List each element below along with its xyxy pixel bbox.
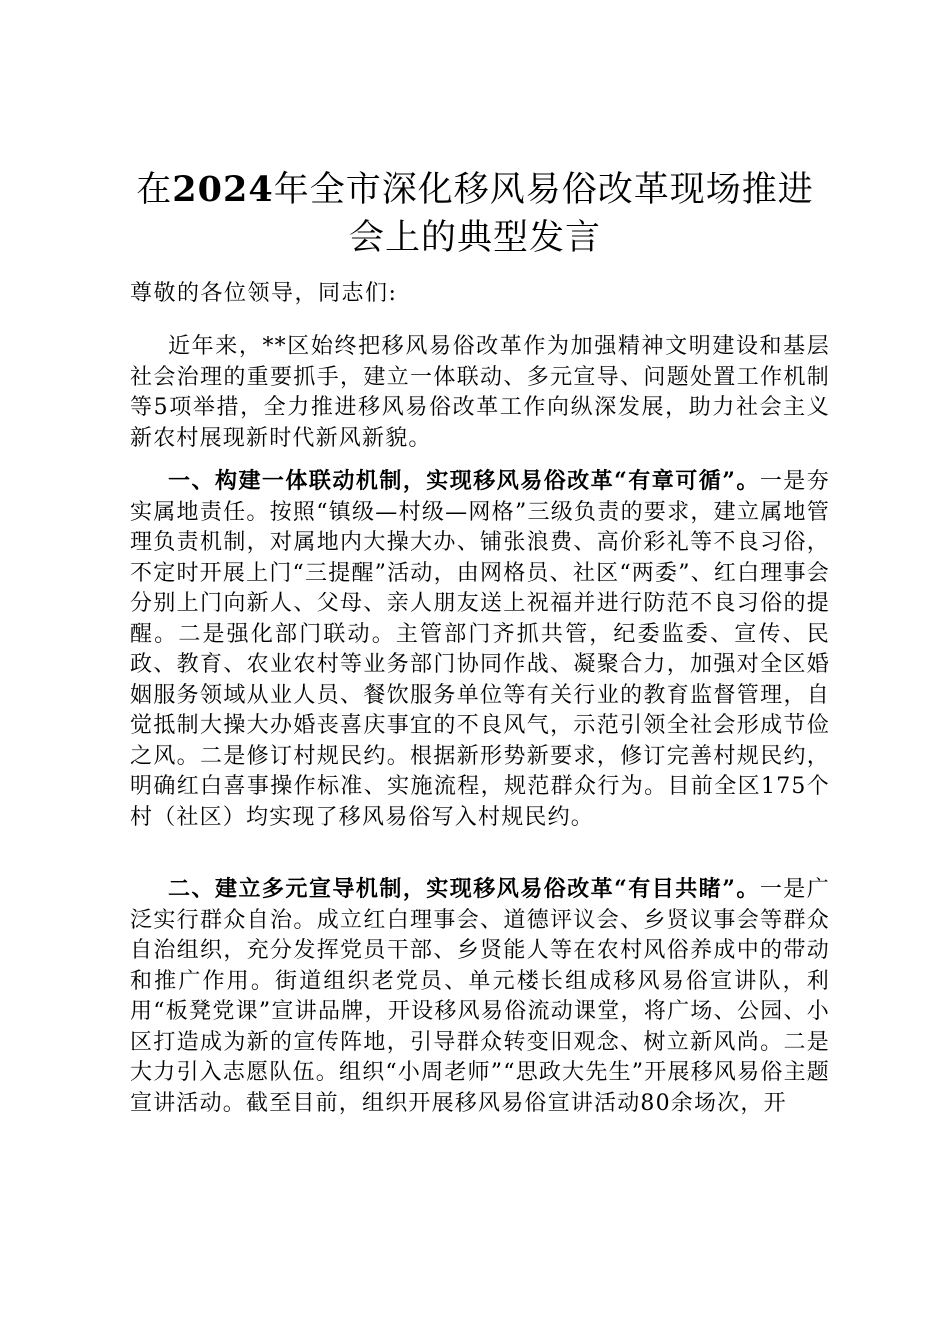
salutation: 尊敬的各位领导，同志们:	[130, 281, 398, 306]
title-rest: 年全市深化移风易俗改革现场推进会上的典型发言	[273, 170, 814, 258]
section-1-body: 一是夯实属地责任。按照“镇级—村级—网格”三级负责的要求，建立属地管理负责机制，对属地内大操大办、铺张浪费、高价彩礼等不良习俗，不定时开展上门“三提醒”活动，由网格员、社区“两委”、红白理事会分别上门向新人、父母、亲人朋友送上祝福并进行防范不良习俗的提醒。二是强化部门联动。主管部门齐抓共管，纪委监委、宣传、民政、教育、农业农村等业务部门协同作战、凝聚合力，加强对全区婚姻服务领域从业人员、餐饮服务单位等有关行业的教育监督管理，自觉抵制大操大办婚丧喜庆事宜的不良风气，示范引领全社会形成节俭之风。二是修订村规民约。根据新形势新要求，修订完善村规民约，明确红白喜事操作标准、实施流程，规范群众行为。目前全区175个村（社区）均实现了移风易俗写入村规民约。	[130, 469, 830, 830]
intro-paragraph: 近年来，**区始终把移风易俗改革作为加强精神文明建设和基层社会治理的重要抓手，建立一体联动、多元宣导、问题处置工作机制等5项举措，全力推进移风易俗改革工作向纵深发展，助力社会主义新农村展现新时代新风新貌。	[130, 334, 830, 451]
title-year: 2024	[172, 169, 274, 210]
document-title	[120, 166, 830, 262]
section-1-paragraph	[130, 466, 830, 833]
title-prefix: 在	[136, 170, 173, 210]
section-2-paragraph	[130, 874, 830, 1119]
section-2-body: 一是广泛实行群众自治。成立红白理事会、道德评议会、乡贤议事会等群众自治组织，充分发挥党员干部、乡贤能人等在农村风俗养成中的带动和推广作用。街道组织老党员、单元楼长组成移风易俗宣讲队，利用“板凳党课”宣讲品牌，开设移风易俗流动课堂，将广场、公园、小区打造成为新的宣传阵地，引导群众转变旧观念、树立新风尚。二是大力引入志愿队伍。组织“小周老师”“思政大先生”开展移风易俗主题宣讲活动。截至目前，组织开展移风易俗宣讲活动80余场次，开	[130, 877, 830, 1116]
section-2-heading: 二、建立多元宣导机制，实现移风易俗改革“有目共睹”。	[168, 876, 760, 902]
section-1-heading: 一、构建一体联动机制，实现移风易俗改革“有章可循”。	[168, 468, 760, 494]
